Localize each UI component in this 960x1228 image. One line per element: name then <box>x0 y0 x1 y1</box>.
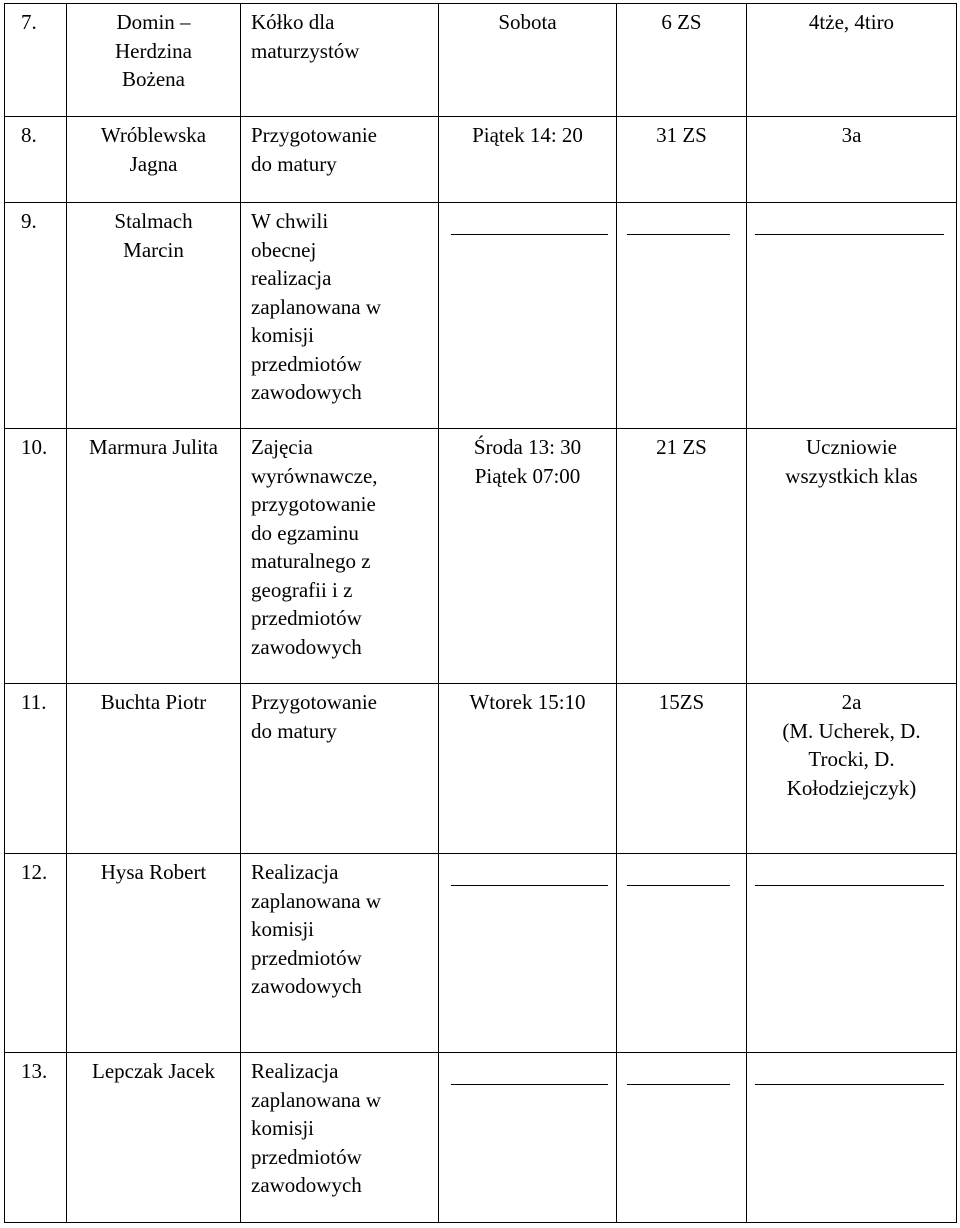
row-number: 8. <box>5 117 67 203</box>
schedule-time-blank <box>439 1053 617 1223</box>
classes-blank <box>747 203 957 429</box>
classes: 2a (M. Ucherek, D. Trocki, D. Kołodziejczyk) <box>747 684 957 854</box>
room: 21 ZS <box>617 429 747 684</box>
table-row <box>5 1053 957 1223</box>
activity-description: Przygotowanie do matury <box>241 684 439 854</box>
room: 15ZS <box>617 684 747 854</box>
classes-blank <box>747 1053 957 1223</box>
table-row <box>5 4 957 117</box>
room: 6 ZS <box>617 4 747 117</box>
schedule-time: Sobota <box>439 4 617 117</box>
table-row <box>5 684 957 854</box>
schedule-time-blank <box>439 203 617 429</box>
teacher-name: Wróblewska Jagna <box>67 117 241 203</box>
teacher-name: Marmura Julita <box>67 429 241 684</box>
table-row <box>5 854 957 1053</box>
blank-line <box>755 1084 944 1085</box>
activity-description: Kółko dla maturzystów <box>241 4 439 117</box>
blank-line <box>451 1084 608 1085</box>
room-blank <box>617 854 747 1053</box>
schedule-time: Piątek 14: 20 <box>439 117 617 203</box>
activity-description: Realizacja zaplanowana w komisji przedmiotów zawodowych <box>241 1053 439 1223</box>
activity-description: Realizacja zaplanowana w komisji przedmiotów zawodowych <box>241 854 439 1053</box>
activity-description: W chwili obecnej realizacja zaplanowana w komisji przedmiotów zawodowych <box>241 203 439 429</box>
schedule-time-blank <box>439 854 617 1053</box>
blank-line <box>627 1084 730 1085</box>
table-row <box>5 429 957 684</box>
classes-blank <box>747 854 957 1053</box>
activity-description: Przygotowanie do matury <box>241 117 439 203</box>
blank-line <box>627 885 730 886</box>
table-row <box>5 117 957 203</box>
classes: Uczniowie wszystkich klas <box>747 429 957 684</box>
row-number: 9. <box>5 203 67 429</box>
activities-table <box>4 3 957 1223</box>
teacher-name: Buchta Piotr <box>67 684 241 854</box>
room: 31 ZS <box>617 117 747 203</box>
row-number: 11. <box>5 684 67 854</box>
teacher-name: Hysa Robert <box>67 854 241 1053</box>
room-blank <box>617 203 747 429</box>
teacher-name: Lepczak Jacek <box>67 1053 241 1223</box>
row-number: 7. <box>5 4 67 117</box>
row-number: 13. <box>5 1053 67 1223</box>
teacher-name: Domin – Herdzina Bożena <box>67 4 241 117</box>
activity-description: Zajęcia wyrównawcze, przygotowanie do egzaminu maturalnego z geografii i z przedmiotów zawodowych <box>241 429 439 684</box>
classes: 3a <box>747 117 957 203</box>
blank-line <box>451 885 608 886</box>
row-number: 10. <box>5 429 67 684</box>
blank-line <box>451 234 608 235</box>
schedule-time: Środa 13: 30 Piątek 07:00 <box>439 429 617 684</box>
row-number: 12. <box>5 854 67 1053</box>
room-blank <box>617 1053 747 1223</box>
blank-line <box>627 234 730 235</box>
table-row <box>5 203 957 429</box>
classes: 4tże, 4tiro <box>747 4 957 117</box>
schedule-time: Wtorek 15:10 <box>439 684 617 854</box>
teacher-name: Stalmach Marcin <box>67 203 241 429</box>
blank-line <box>755 885 944 886</box>
blank-line <box>755 234 944 235</box>
